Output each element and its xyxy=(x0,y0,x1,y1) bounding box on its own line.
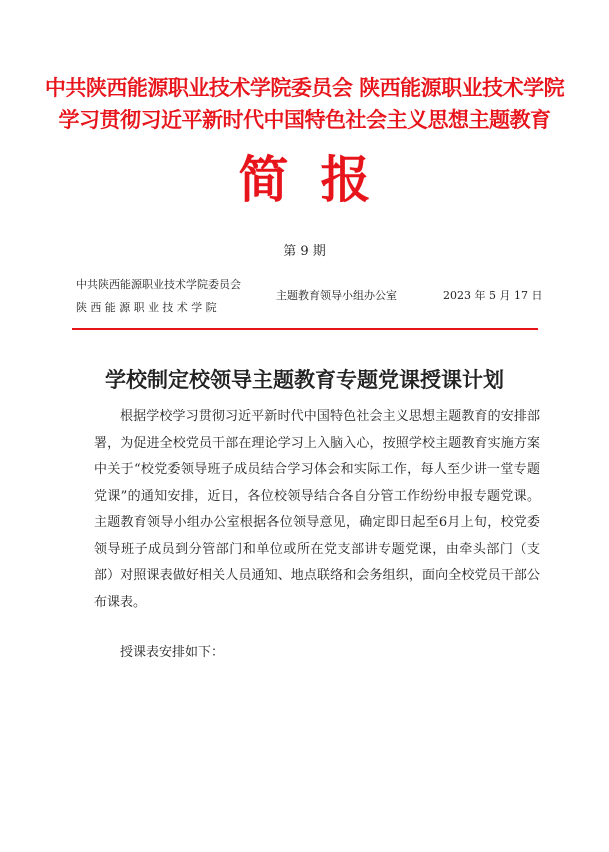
college-name: 陕西能源职业技术学院 xyxy=(76,301,220,314)
issue-date: 2023 年 5 月 17 日 xyxy=(443,289,543,302)
schedule-intro-text: 授课表安排如下： xyxy=(120,645,225,660)
article-body-paragraph: 根据学校学习贯彻习近平新时代中国特色社会主义思想主题教育的安排部署，为促进全校党员干部在理论学习上入脑入心，按照学校主题教育实施方案中关于“校党委领导班子成员结合学习体会和实际工作，每人至少讲一堂专题党课”的通知安排，近日，各位校领导结合各自分管工作纷纷申报专题党课。主题教育领导小组办公室根据各位领导意见，确定即日起至6月上旬，校党委领导班子成员到分管部门和单位或所在党支部讲专题党课，由牵头部门（支部）对照课表做好相关人员通知、地点联络和会务组织，面向全校党员干部公布课表。 xyxy=(94,409,540,610)
red-divider xyxy=(72,328,538,330)
article-title: 学校制定校领导主题教育专题党课授课计划 xyxy=(105,367,504,392)
bulletin-title: 简报 xyxy=(238,150,403,209)
issuing-organizations-heading: 中共陕西能源职业技术学院委员会 陕西能源职业技术学院 xyxy=(44,75,565,100)
issue-number: 第 9 期 xyxy=(283,244,326,259)
theme-education-heading: 学习贯彻习近平新时代中国特色社会主义思想主题教育 xyxy=(58,107,551,132)
issuing-office: 主题教育领导小组办公室 xyxy=(276,289,397,302)
party-committee-name: 中共陕西能源职业技术学院委员会 xyxy=(76,278,241,291)
